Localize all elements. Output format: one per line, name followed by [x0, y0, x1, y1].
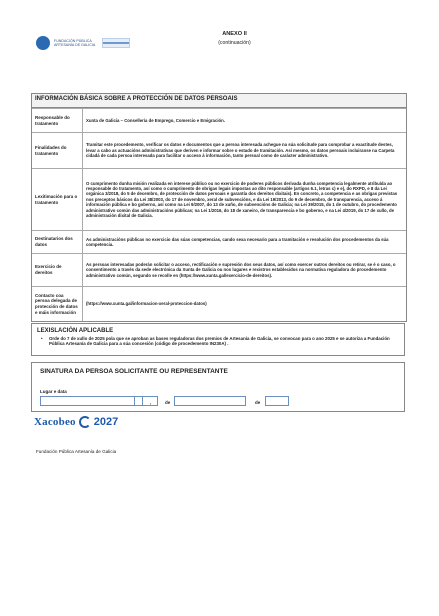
de-separator-1: de [165, 400, 171, 405]
table-row [32, 132, 406, 168]
comma-separator: , [150, 400, 152, 405]
logo-text-line-1: FUNDACIÓN PÚBLICA [54, 38, 92, 43]
row-value: Xunta de Galicia – Consellería de Emprego, Comercio e Emigración. [86, 117, 225, 123]
annex-title: ANEXO II [222, 31, 247, 37]
xacobeo-shell-icon [79, 416, 91, 428]
row-value: As administracións públicas no exercicio das súas competencias, cando sexa necesario para a tramitación e resolución dos procedementos da súa competencia. [86, 236, 389, 247]
xacobeo-year: 2027 [93, 416, 119, 428]
row-label: Contacto coa persoa delegada de protección de datos e máis información [32, 287, 83, 321]
year-input[interactable] [265, 396, 289, 406]
row-label: Destinatarios dos datos [32, 231, 83, 253]
data-protection-table [31, 93, 407, 322]
logo-text-line-2: ARTESANÍA DE GALICIA [54, 43, 96, 47]
row-label: Exercicio de dereitos [32, 254, 83, 286]
xacobeo-word: Xacobeo [34, 416, 76, 428]
signature-section [31, 362, 405, 412]
signature-heading: SINATURA DA PERSOA SOLICITANTE OU REPRESENTANTE [40, 368, 228, 375]
table-row [32, 168, 406, 230]
row-value: (https://www.xunta.gal/informacion-xeral-proteccion-datos) [86, 301, 207, 307]
table-row [32, 286, 406, 321]
table-row [32, 230, 406, 253]
row-value: As persoas interesadas poderán solicitar o acceso, rectificación e supresión dos seus datos, así como exercer outros dereitos ou retirar, se é o caso, o consentimento a través da sede electrónica da Xunta de Galicia ou nos lugares e rexistros establecidos na normativa reguladora do procedemento administrativo común, segundo se recolle en (https://www.xunta.gal/exercicio-de-dereitos). [86, 261, 396, 278]
annex-continuation: (continuación) [218, 40, 251, 46]
de-separator-2: de [255, 400, 261, 405]
legislation-bullet: • Orde do 7 de xullo de 2025 pola que se aproban as bases reguladoras dos premios de Artesanía de Galicia, se convocan para o ano 2025 e se autoriza a Fundación Pública Artesanía de Galicia para a súa concesión (código de procedemento IN230A) . [37, 336, 399, 347]
row-label: Lexitimación para o tratamento [32, 169, 83, 230]
row-value: Tramitar este procedemento, verificar os datos e documentos que a persoa interesada achegue na súa solicitude para comprobar a exactitude destes, levar a cabo as actuacións administrativas que deriven e informar sobre o estado de tramitación. Así mesmo, os datos persoais incluiranse na Carpeta cidadá de cada persoa interesada para facilitar o acceso á información, tanto persoal como de carácter administrativo. [86, 142, 395, 159]
day-input[interactable] [134, 396, 158, 406]
row-value: O cumprimento dunha misión realizada en interese público ou no exercicio de poderes públicos derivada dunha competencia legalmente atribuída ao responsable do tratamento, así como o cumprimento de obrigas legais impostas ao dito responsable (artigos 6.1, letras c) e e), do RXPD, e 8 da Lei orgánica 3/2018, do 5 de decembro, de protección de datos persoais e garantía dos dereitos dixitais). En concreto, a competencia e as obrigas previstas nos preceptos básicos da Lei 38/2003, do 17 de novembro, xeral de subvencións, e da Lei 19/2013, do 9 de decembro, de transparencia, acceso á información pública e bo goberno, así como na Lei 9/2007, do 13 de xuño, de subvencións de Galicia; na Lei 39/2015, do 1 de outubro, do procedemento administrativo común das administracións públicas; na Lei 1/2016, do 18 de xaneiro, de transparencia e bo goberno, e na Lei 4/2019, do 17 de xullo, de administración dixital de Galicia. [86, 180, 398, 219]
place-date-label: Lugar e data [40, 389, 67, 394]
xacobeo-logo [34, 416, 118, 428]
month-input[interactable] [174, 396, 246, 406]
footer-text: Fundación Pública Artesanía de Galicia [36, 449, 117, 454]
row-label: Finalidades do tratamento [32, 133, 83, 168]
row-label: Responsable do tratamento [32, 109, 83, 132]
table-row [32, 108, 406, 132]
table-row [32, 253, 406, 286]
legislation-heading: LEXISLACIÓN APLICABLE [37, 328, 114, 334]
applicable-legislation-section [31, 323, 405, 356]
place-input[interactable] [40, 396, 143, 406]
table-title: INFORMACIÓN BÁSICA SOBRE A PROTECCIÓN DE DATOS PERSOAIS [32, 94, 406, 108]
